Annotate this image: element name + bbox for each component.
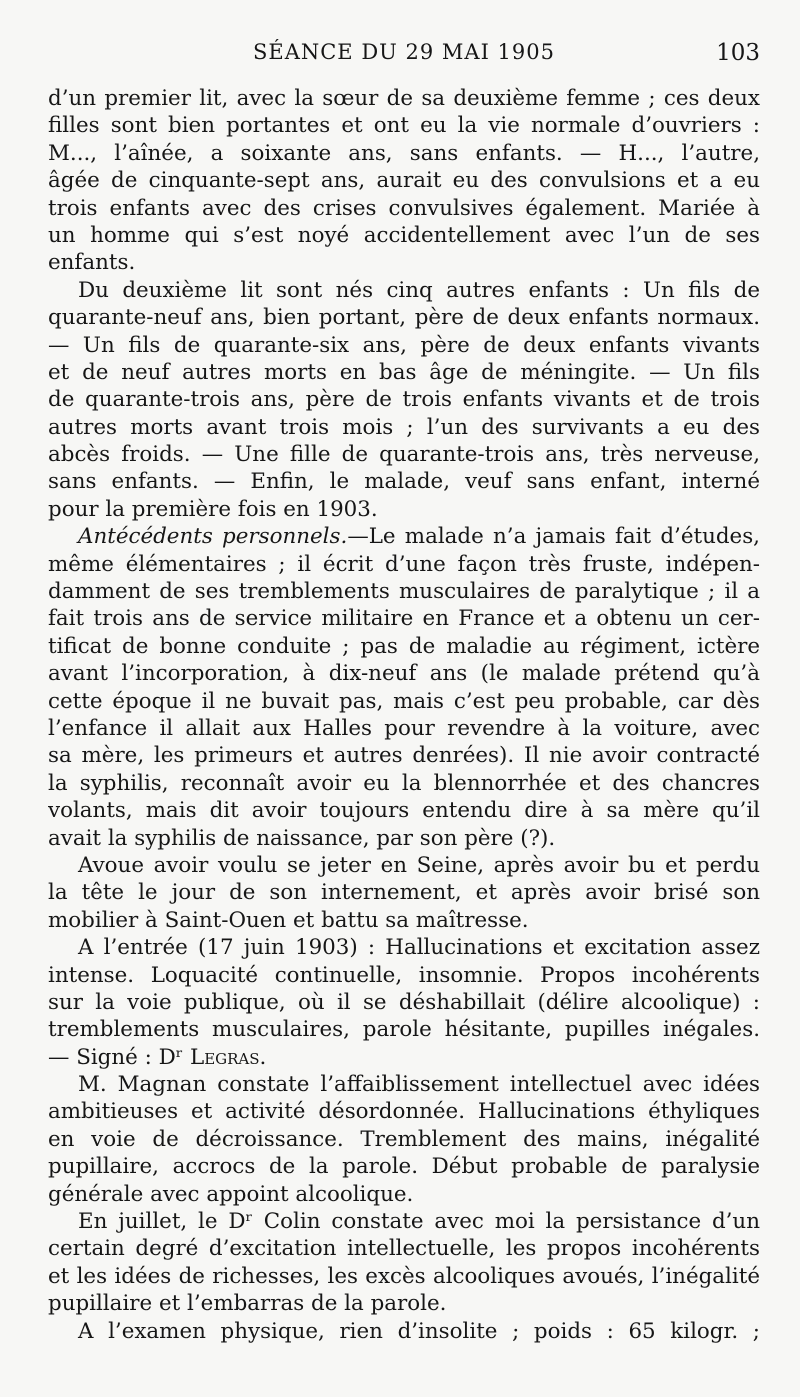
text-line: fait trois ans de service militaire en France et a obtenu un cer- xyxy=(48,606,760,632)
text-line: M. Magnan constate l’affaiblissement intellectuel avec idées xyxy=(78,1072,760,1098)
text-line: sans enfants. — Enfin, le malade, veuf sans enfant, interné xyxy=(48,469,760,495)
text-line: damment de ses tremblements musculaires de paralytique ; il a xyxy=(48,579,760,605)
text-line: pupillaire et l’embarras de la parole. xyxy=(48,1291,447,1317)
line-text: —Le malade n’a jamais fait d’études, xyxy=(347,524,760,550)
text-line: âgée de cinquante-sept ans, aurait eu des convulsions et a eu xyxy=(48,168,760,194)
text-line: enfants. xyxy=(48,250,136,276)
text-line: intense. Loquacité continuelle, insomnie. Propos incohérents xyxy=(48,962,760,988)
text-line: avant l’incorporation, à dix-neuf ans (le malade prétend qu’à xyxy=(48,661,760,687)
text-line: sur la voie publique, où il se déshabillait (délire alcoolique) : xyxy=(48,989,760,1015)
text-line: de quarante-trois ans, père de trois enfants vivants et de trois xyxy=(48,387,760,413)
text-line: un homme qui s’est noyé accidentellement avec l’un de ses xyxy=(48,222,760,248)
text-line xyxy=(48,523,760,550)
text-line: quarante-neuf ans, bien portant, père de deux enfants normaux. xyxy=(48,305,760,331)
text-line: avait la syphilis de naissance, par son père (?). xyxy=(48,825,556,851)
body-text xyxy=(48,85,760,1345)
text-line: ambitieuses et activité désordonnée. Hallucinations éthyliques xyxy=(48,1099,760,1125)
text-line: A l’entrée (17 juin 1903) : Hallucinations et excitation assez xyxy=(78,935,760,961)
text-line: Avoue avoir voulu se jeter en Seine, après avoir bu et perdu xyxy=(78,852,760,878)
line-text: . xyxy=(259,1044,267,1070)
text-line: abcès froids. — Une fille de quarante-trois ans, très nerveuse, xyxy=(48,442,760,468)
text-line: — Un fils de quarante-six ans, père de deux enfants vivants xyxy=(48,332,760,358)
text-line: trois enfants avec des crises convulsives également. Mariée à xyxy=(48,195,760,221)
text-line: mobilier à Saint-Ouen et battu sa maîtresse. xyxy=(48,907,529,933)
text-line: certain degré d’excitation intellectuelle, les propos incohérents xyxy=(48,1236,760,1262)
text-line: En juillet, le Dʳ Colin constate avec moi la persistance d’un xyxy=(78,1209,760,1235)
text-line: filles sont bien portantes et ont eu la vie normale d’ouvriers : xyxy=(48,113,760,139)
text-line: la tête le jour de son internement, et après avoir brisé son xyxy=(48,880,760,906)
text-line: A l’examen physique, rien d’insolite ; poids : 65 kilogr. ; xyxy=(78,1318,760,1344)
text-line: la syphilis, reconnaît avoir eu la blennorrhée et des chancres xyxy=(48,770,760,796)
text-line: l’enfance il allait aux Halles pour revendre à la voiture, avec xyxy=(48,715,760,741)
text-line: volants, mais dit avoir toujours entendu dire à sa mère qu’il xyxy=(48,798,760,824)
text-line xyxy=(48,1044,760,1071)
text-line: et de neuf autres morts en bas âge de méningite. — Un fils xyxy=(48,359,760,385)
text-line: tremblements musculaires, parole hésitante, pupilles inégales. xyxy=(48,1017,760,1043)
text-line: sa mère, les primeurs et autres denrées). Il nie avoir contracté xyxy=(48,743,760,769)
text-line: et les idées de richesses, les excès alcooliques avoués, l’inégalité xyxy=(48,1263,760,1289)
text-line: autres morts avant trois mois ; l’un des survivants a eu des xyxy=(48,414,760,440)
text-line: pour la première fois en 1903. xyxy=(48,496,378,522)
text-line: cette époque il ne buvait pas, mais c’est peu probable, car dès xyxy=(48,688,760,714)
signature-name: Legras xyxy=(190,1044,260,1070)
text-line: même élémentaires ; il écrit d’une façon très fruste, indépen- xyxy=(48,551,760,577)
page-number: 103 xyxy=(716,40,760,66)
page-header xyxy=(48,36,760,72)
text-line: M..., l’aînée, a soixante ans, sans enfants. — H..., l’autre, xyxy=(48,140,760,166)
text-line: d’un premier lit, avec la sœur de sa deuxième femme ; ces deux xyxy=(48,86,760,111)
text-line: Du deuxième lit sont nés cinq autres enfants : Un fils de xyxy=(78,277,760,303)
running-title: SÉANCE DU 29 MAI 1905 xyxy=(252,40,556,64)
line-text: — Signé : Dʳ xyxy=(48,1044,190,1070)
text-line: générale avec appoint alcoolique. xyxy=(48,1181,414,1207)
text-line: pupillaire, accrocs de la parole. Début probable de paralysie xyxy=(48,1154,760,1180)
text-line: en voie de décroissance. Tremblement des mains, inégalité xyxy=(48,1126,760,1152)
text-line: tificat de bonne conduite ; pas de maladie au régiment, ictère xyxy=(48,633,760,659)
section-heading: Antécédents personnels. xyxy=(78,524,348,550)
